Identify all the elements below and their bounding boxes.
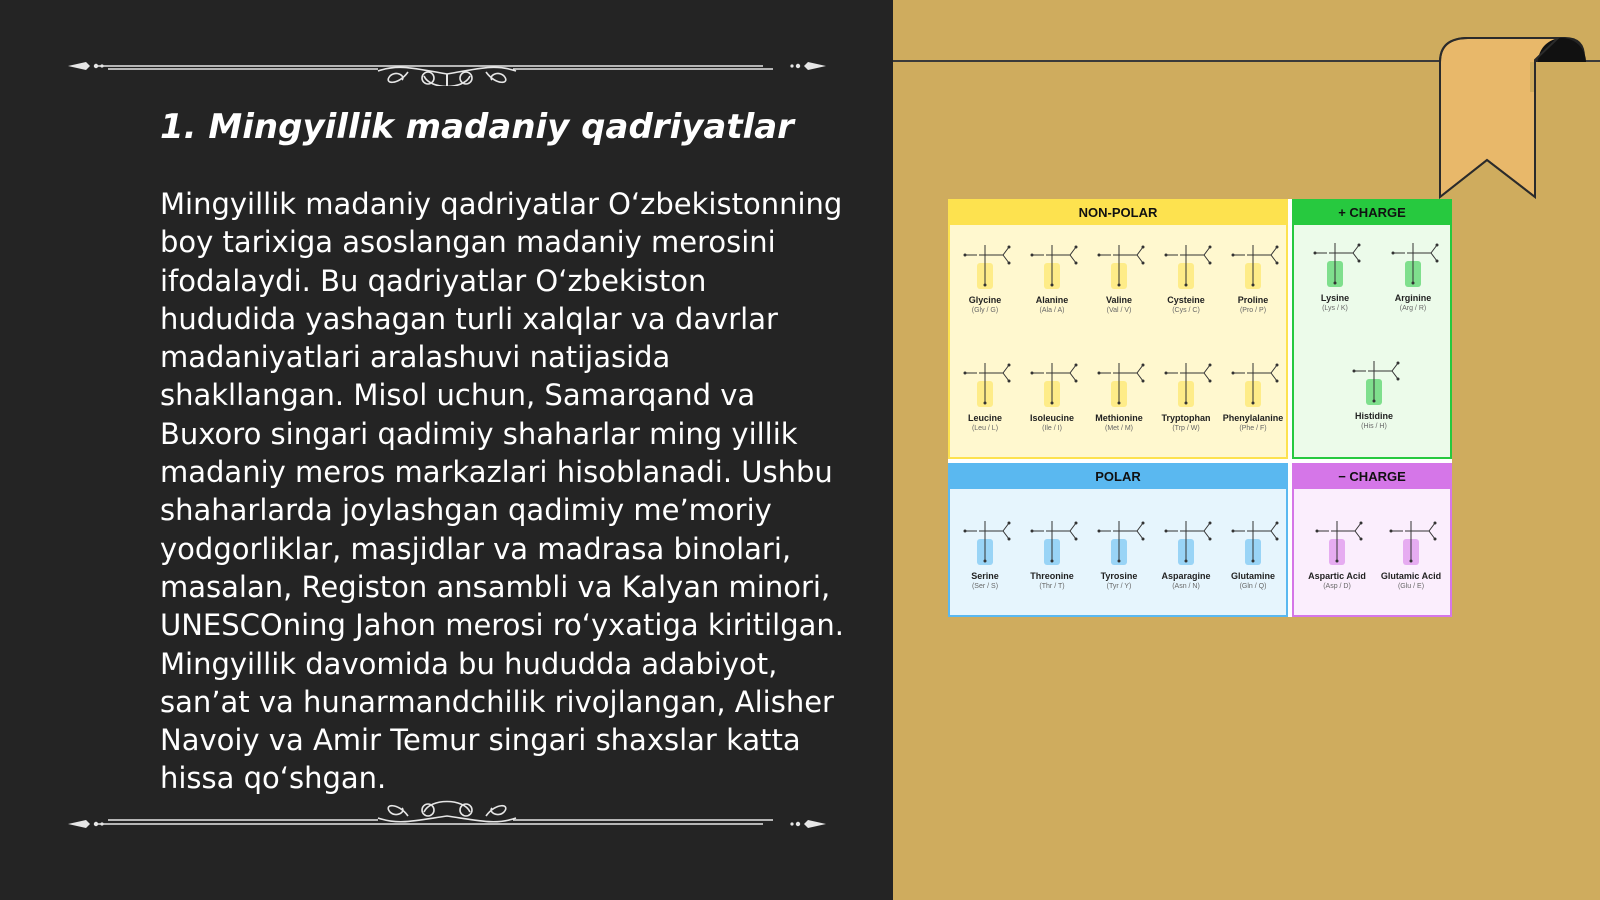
molecule-structure-icon <box>957 517 1013 569</box>
amino-acid-name: Tyrosine <box>1100 571 1138 581</box>
amino-acid-code: (Asn / N) <box>1172 583 1200 590</box>
amino-acid-name: Threonine <box>1030 571 1074 581</box>
amino-acid-histidine <box>1339 357 1409 432</box>
molecule-structure-icon <box>1024 241 1080 293</box>
amino-acid-code: (Gln / Q) <box>1239 583 1267 590</box>
amino-acid-name: Lysine <box>1320 293 1350 303</box>
amino-acid-code: (Ala / A) <box>1039 307 1065 314</box>
amino-acid-code: (Glu / E) <box>1397 583 1425 590</box>
amino-acid-code: (Leu / L) <box>971 425 999 432</box>
amino-acid-name: Cysteine <box>1167 295 1205 305</box>
molecule-structure-icon <box>1091 517 1147 569</box>
group-positive-charge <box>1292 199 1452 459</box>
amino-acid-methionine <box>1084 359 1154 434</box>
amino-acid-alanine <box>1017 241 1087 316</box>
amino-acid-name: Methionine <box>1095 413 1143 423</box>
amino-acid-code: (Phe / F) <box>1239 425 1267 432</box>
molecule-structure-icon <box>1091 359 1147 411</box>
amino-acid-aspartic-acid <box>1302 517 1372 592</box>
slide-title: 1. Mingyillik madaniy qadriyatlar <box>160 107 794 147</box>
amino-acid-name: Glycine <box>968 295 1002 305</box>
amino-acid-name: Histidine <box>1354 411 1393 421</box>
molecule-structure-icon <box>1309 517 1365 569</box>
amino-acid-glycine <box>950 241 1020 316</box>
molecule-structure-icon <box>1024 517 1080 569</box>
amino-acid-proline <box>1218 241 1288 316</box>
group-body-negative-charge <box>1294 489 1450 615</box>
amino-acid-name: Glutamine <box>1230 571 1275 581</box>
amino-acid-name: Isoleucine <box>1029 413 1074 423</box>
molecule-structure-icon <box>957 359 1013 411</box>
amino-acid-code: (Met / M) <box>1105 425 1133 432</box>
amino-acid-tryptophan <box>1151 359 1221 434</box>
molecule-structure-icon <box>1225 241 1281 293</box>
amino-acid-code: (Lys / K) <box>1322 305 1348 312</box>
amino-acid-name: Valine <box>1105 295 1132 305</box>
group-body-nonpolar <box>950 225 1286 457</box>
amino-acid-code: (Arg / R) <box>1399 305 1427 312</box>
amino-acid-code: (Asp / D) <box>1323 583 1351 590</box>
amino-acid-name: Leucine <box>967 413 1002 423</box>
amino-acid-phenylalanine <box>1218 359 1288 434</box>
amino-acid-code: (Ser / S) <box>971 583 999 590</box>
amino-acid-cysteine <box>1151 241 1221 316</box>
bookmark-icon <box>1430 32 1600 202</box>
amino-acid-code: (Pro / P) <box>1239 307 1267 314</box>
slide-body-text: Mingyillik madaniy qadriyatlar O‘zbekistonning boy tarixiga asoslangan madaniy merosini ifodalaydi. Bu qadriyatlar O‘zbekiston hududida yashagan turli xalqlar va davrlar madaniyatlari aralashuvi natijasida shakllangan. Misol uchun, Samarqand va Buxoro singari qadimiy shaharlar ming yillik madaniy meros markazlari hisoblanadi. Ushbu shaharlarda joylashgan qadimiy me’moriy yodgorliklar, masjidlar va madrasa binolari, masalan, Registon ansambli va Kalyan minori, UNESCOning Jahon merosi ro‘yxatiga kiritilgan. Mingyillik davomida bu hududda adabiyot, san’at va hunarmandchilik rivojlangan, Alisher Navoiy va Amir Temur singari shaxslar katta hissa qo‘shgan. <box>160 187 844 796</box>
amino-acid-name: Phenylalanine <box>1222 413 1284 423</box>
molecule-structure-icon <box>957 241 1013 293</box>
group-polar <box>948 463 1288 617</box>
amino-acid-name: Glutamic Acid <box>1380 571 1442 581</box>
amino-acid-code: (Val / V) <box>1106 307 1132 314</box>
molecule-structure-icon <box>1091 241 1147 293</box>
molecule-structure-icon <box>1307 239 1363 291</box>
group-header-nonpolar: NON-POLAR <box>950 201 1286 225</box>
amino-acid-name: Alanine <box>1035 295 1069 305</box>
amino-acid-threonine <box>1017 517 1087 592</box>
amino-acid-lysine <box>1300 239 1370 314</box>
molecule-structure-icon <box>1346 357 1402 409</box>
group-body-polar <box>950 489 1286 615</box>
amino-acid-code: (Tyr / Y) <box>1106 583 1132 590</box>
amino-acid-code: (Cys / C) <box>1172 307 1200 314</box>
molecule-structure-icon <box>1158 359 1214 411</box>
amino-acid-code: (Gly / G) <box>971 307 999 314</box>
group-body-positive-charge <box>1294 225 1450 457</box>
molecule-structure-icon <box>1385 239 1441 291</box>
group-nonpolar <box>948 199 1288 459</box>
amino-acid-chart <box>948 199 1452 617</box>
group-negative-charge <box>1292 463 1452 617</box>
amino-acid-asparagine <box>1151 517 1221 592</box>
amino-acid-code: (Thr / T) <box>1039 583 1065 590</box>
amino-acid-code: (Ile / I) <box>1042 425 1062 432</box>
amino-acid-name: Aspartic Acid <box>1308 571 1366 581</box>
amino-acid-name: Serine <box>971 571 999 581</box>
amino-acid-name: Proline <box>1237 295 1269 305</box>
amino-acid-serine <box>950 517 1020 592</box>
group-header-polar: POLAR <box>950 465 1286 489</box>
molecule-structure-icon <box>1225 359 1281 411</box>
amino-acid-valine <box>1084 241 1154 316</box>
group-header-positive-charge: + CHARGE <box>1294 201 1450 225</box>
molecule-structure-icon <box>1024 359 1080 411</box>
amino-acid-tyrosine <box>1084 517 1154 592</box>
amino-acid-arginine <box>1378 239 1448 314</box>
amino-acid-code: (His / H) <box>1361 423 1387 430</box>
molecule-structure-icon <box>1158 241 1214 293</box>
amino-acid-code: (Trp / W) <box>1172 425 1200 432</box>
ornament-bottom <box>68 798 826 838</box>
molecule-structure-icon <box>1383 517 1439 569</box>
amino-acid-name: Asparagine <box>1161 571 1211 581</box>
amino-acid-leucine <box>950 359 1020 434</box>
amino-acid-glutamine <box>1218 517 1288 592</box>
amino-acid-name: Arginine <box>1394 293 1432 303</box>
ornament-top <box>68 46 826 86</box>
group-header-negative-charge: − CHARGE <box>1294 465 1450 489</box>
molecule-structure-icon <box>1225 517 1281 569</box>
amino-acid-isoleucine <box>1017 359 1087 434</box>
amino-acid-glutamic-acid <box>1376 517 1446 592</box>
amino-acid-name: Tryptophan <box>1161 413 1211 423</box>
molecule-structure-icon <box>1158 517 1214 569</box>
